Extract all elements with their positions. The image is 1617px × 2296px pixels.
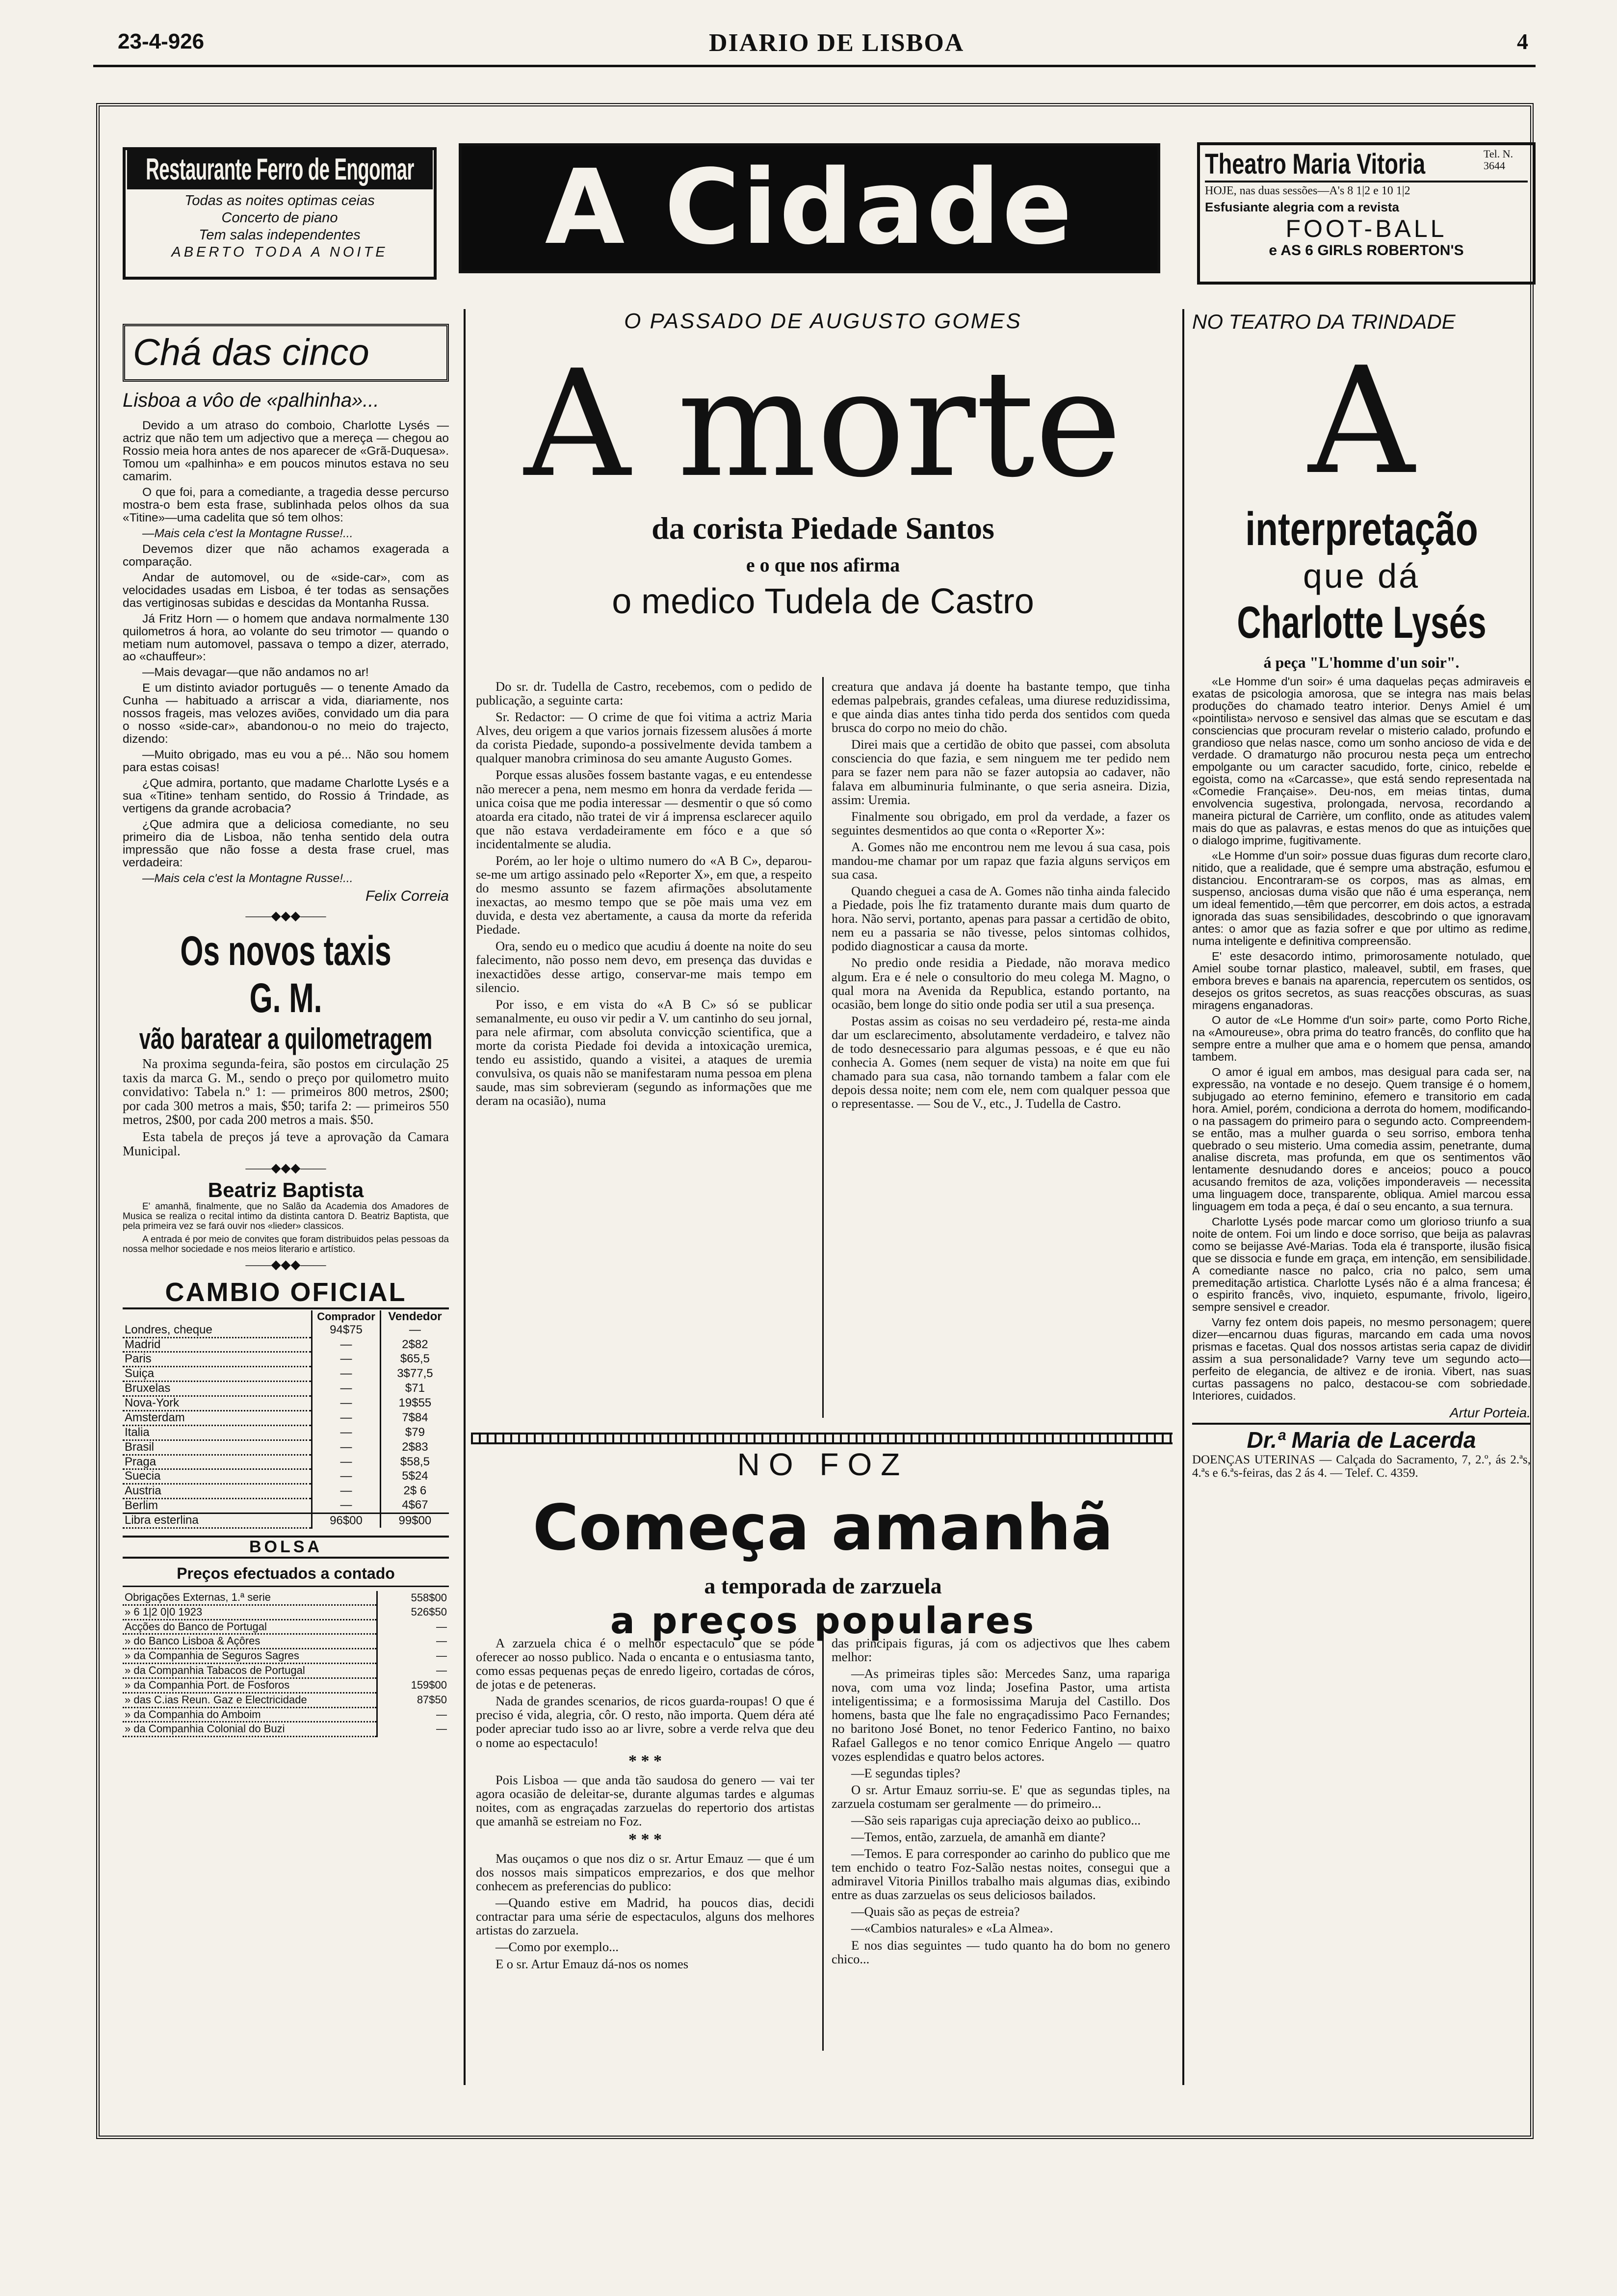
cambio-row <box>123 1499 449 1513</box>
cambio-currency: Praga <box>123 1455 312 1469</box>
bolsa-table <box>123 1591 449 1737</box>
foz-paragraph: —Temos, então, zarzuela, de amanhã em diante? <box>851 1829 1106 1845</box>
cambio-comprador: — <box>312 1337 381 1352</box>
cambio-currency: Suecia <box>123 1469 312 1484</box>
cambio-currency: Libra esterlina <box>123 1513 312 1528</box>
foz-paragraph: —E segundas tiples? <box>851 1765 961 1780</box>
ad-restaurante-line: Tem salas independentes <box>199 227 361 243</box>
cha-paragraph: O que foi, para a comediante, a tragedia desse percurso mostra-o bem esta frase, sublinhada pelos olhos da sua «Titine»—uma cadelita que só tem olhos: <box>123 485 449 524</box>
trindade-subtitle: á peça "L'homme d'un soir". <box>1263 653 1460 671</box>
foz-paragraph: —Como por exemplo... <box>496 1939 619 1955</box>
bolsa-row <box>123 1722 449 1737</box>
cambio-vendedor: 19$55 <box>380 1396 449 1411</box>
morte-paragraph: No predio onde residia a Piedade, não morava medico algum. Era e é nele o consultorio do meu colega M. Magno, o qual mora na Avenida da Republica, estando portanto, na ocasião, bem longe do sitio onde podia ser util a sua presença. <box>832 955 1170 1012</box>
morte-subtitle: o medico Tudela de Castro <box>612 582 1034 621</box>
morte-article <box>476 309 1170 622</box>
bolsa-row <box>123 1619 449 1634</box>
cha-paragraph: ¿Que admira que a deliciosa comediante, no seu primeiro dia de Lisboa, não tenha sentido dela outra impressão que não fosse a desta frase cruel, mas verdadeira: <box>123 818 449 869</box>
beatriz-title: Beatriz Baptista <box>208 1178 364 1202</box>
bolsa-security: Obrigações Externas, 1.ª serie <box>123 1591 377 1605</box>
cambio-title: CAMBIO OFICIAL <box>123 1277 449 1309</box>
cambio-vendedor: 4$67 <box>380 1499 449 1513</box>
bolsa-price: — <box>377 1707 449 1722</box>
bolsa-row <box>123 1591 449 1605</box>
cambio-row <box>123 1410 449 1425</box>
cha-paragraph: —Muito obrigado, mas eu vou a pé... Não sou homem para estas coisas! <box>123 748 449 775</box>
cambio-col-comprador: Comprador <box>312 1310 381 1324</box>
cambio-row <box>123 1455 449 1469</box>
cambio-comprador: — <box>312 1440 381 1455</box>
cha-author: Felix Correia <box>365 887 449 904</box>
foz-title: Começa amanhã <box>532 1491 1114 1565</box>
cha-paragraph: —Mais devagar—que não andamos no ar! <box>142 666 369 679</box>
cha-title-box <box>123 324 449 382</box>
cambio-comprador: — <box>312 1425 381 1440</box>
foz-paragraph: Mas ouçamos o que nos diz o sr. Artur Emauz — que é um dos nossos mais simpaticos emprezarios, e dos que melhor conhecem as preferencias do publico: <box>476 1851 814 1894</box>
bolsa-price: 558$00 <box>377 1591 449 1605</box>
foz-article <box>476 1447 1170 1643</box>
trindade-author: Artur Porteia. <box>1450 1405 1531 1420</box>
ad-restaurante <box>123 147 437 280</box>
trindade-title: interpretação <box>1245 503 1478 555</box>
newspaper-title: DIARIO DE LISBOA <box>709 29 965 57</box>
ad-theatro-sub: e AS 6 GIRLS ROBERTON'S <box>1269 242 1464 259</box>
trindade-title: Charlotte Lysés <box>1236 598 1487 648</box>
cambio-row <box>123 1367 449 1382</box>
morte-paragraph: Finalmente sou obrigado, em prol da verdade, a fazer os seguintes desmentidos ao que conta o «Reporter X»: <box>832 809 1170 837</box>
bolsa-row <box>123 1649 449 1664</box>
taxis-paragraph: Na proxima segunda-feira, são postos em circulação 25 taxis da marca G. M., sendo o preço por quilometro muito convidativo: Tabela n.º 1: — primeiros 800 metros, 2$00; por cada 300 metros a mais, $50; tarifa 2: — primeiros 550 metros, 2$00, por cada 200 metros a mais. $50. <box>123 1056 449 1127</box>
trindade-paragraph: O amor é igual em ambos, mas desigual para cada ser, na expressão, na vontade e no desejo. Quem transige é o homem, subjugado ao eterno feminino, efemero e transitorio em cada hora. Amiel, porém, condiciona a derrota do homem, modificando-o na passagem do primeiro para o segundo acto. Compreendem-se então, mas a mulher guarda o seu sorriso, embora tenha quebrado o seu misterio. Uma comedia assim, penetrante, duma analise discreta, mas profunda, em que os sentimentos vão lentamente desnudando dores e anceios; pouco a pouco acusando fremitos de aza, volições imponderaveis — necessita uma linguagem doce, transparente, obliqua. Amiel marcou essa linguagem em toda a peça, é daí o seu encanto, a sua ternura. <box>1192 1066 1531 1213</box>
column-rule <box>822 677 824 1418</box>
foz-paragraph: Nada de grandes scenarios, de ricos guarda-roupas! O que é preciso é vida, alegria, côr. O resto, não importa. Quem déra até poder apreciar tudo isso ao ar livre, sobre a verde relva que deu o nome ao espectaculo! <box>476 1694 814 1750</box>
ad-theatro-tel: Tel. N. 3644 <box>1484 148 1513 172</box>
bolsa-subtitle: Preços efectuados a contado <box>123 1565 449 1587</box>
cambio-comprador: — <box>312 1382 381 1396</box>
cambio-currency: Suiça <box>123 1367 312 1382</box>
foz-paragraph: Pois Lisboa — que anda tão saudosa do genero — vai ter agora ocasião de deleitar-se, durante algumas tardes e algumas noites, com as engraçadas zarzuelas do repertorio dos artistas que amanhã se estreiam no Foz. <box>476 1772 814 1828</box>
cambio-row <box>123 1484 449 1499</box>
trindade-paragraph: O autor de «Le Homme d'un soir» parte, como Porto Riche, na «Amoureuse», obra prima do teatro francês, do conflito que ha sempre entre a mulher que ama e o homem que pensa, amando tambem. <box>1192 1014 1531 1064</box>
taxis-paragraph: Esta tabela de preços já teve a aprovação da Camara Municipal. <box>123 1129 449 1158</box>
foz-paragraph: —As primeiras tiples são: Mercedes Sanz, uma rapariga nova, com uma voz linda; Josefina Pastor, uma artista inteligentissima; e a formosissima Maruja del Castillo. Dos homens, basta que lhe fale no engraçadissimo Paco Fernandes; no baritono José Bonet, no tenor Federico Fantino, no baixo Rafael Gallegos e no tenor comico Enrique Angelo — quatro vozes esplendidas e quatro belos actores. <box>832 1666 1170 1764</box>
cambio-comprador: — <box>312 1352 381 1367</box>
foz-paragraph: * * * <box>628 1830 662 1849</box>
morte-paragraph: Direi mais que a certidão de obito que passei, com absoluta consciencia do que fazia, e sem ninguem me ter pedido nem para se fazer nem para não se fazer autopsia ao cadaver, não falava em albuminuria fulminante, o que seria asneira. Dizia, assim: Uremia. <box>832 737 1170 807</box>
ad-theatro-line2: Esfusiante alegria com a revista <box>1205 200 1399 214</box>
bolsa-price: 87$50 <box>377 1693 449 1707</box>
cha-paragraph: E um distinto aviador português — o tenente Amado da Cunha — habituado a arriscar a vida, diariamente, nos nossos frageis, mas velozes aviões, convidado um dia para o nosso «side-car», abandonou-o no meio do trajecto, dizendo: <box>123 681 449 746</box>
foz-column-1 <box>476 1636 814 1974</box>
cha-paragraph: Devemos dizer que não achamos exagerada a comparação. <box>123 542 449 569</box>
cambio-vendedor: 2$ 6 <box>380 1484 449 1499</box>
cambio-comprador: — <box>312 1396 381 1411</box>
cambio-vendedor: 2$83 <box>380 1440 449 1455</box>
cambio-vendedor: 3$77,5 <box>380 1367 449 1382</box>
foz-paragraph: —Temos. E para corresponder ao carinho do publico que me tem enchido o teatro Foz-Salão nestas noites, consegui que a admiravel Vitoria Pinillos trabalho mais algumas dias, exibindo entre as duas zarzuelas os seus deliciosos bailados. <box>832 1846 1170 1903</box>
foz-paragraph: —Quais são as peças de estreia? <box>851 1904 1020 1919</box>
cambio-currency: Italia <box>123 1425 312 1440</box>
cambio-currency: Brasil <box>123 1440 312 1455</box>
bolsa-row <box>123 1707 449 1722</box>
bolsa-row <box>123 1634 449 1649</box>
trindade-big-letter: A <box>1308 336 1415 507</box>
bolsa-security: » do Banco Lisboa & Açôres <box>123 1634 377 1649</box>
foz-paragraph: E o sr. Artur Emauz dá-nos os nomes <box>496 1956 689 1971</box>
morte-paragraph: Ora, sendo eu o medico que acudiu á doente na noite do seu falecimento, não posso nem devo, em presença das duvidas e inexactidões desse artigo, conservar-me mais tempo em silencio. <box>476 939 812 995</box>
morte-column-2 <box>832 679 1170 1113</box>
trindade-article <box>1192 310 1531 1480</box>
cambio-comprador: 94$75 <box>312 1324 381 1337</box>
foz-paragraph: das principais figuras, já com os adjectivos que lhes cabem melhor: <box>832 1636 1170 1665</box>
cambio-row <box>123 1337 449 1352</box>
cambio-comprador: — <box>312 1484 381 1499</box>
bolsa-price: — <box>377 1649 449 1664</box>
cambio-vendedor: 2$82 <box>380 1337 449 1352</box>
taxis-title: Os novos taxis G. M. <box>180 927 391 1021</box>
cambio-comprador: — <box>312 1410 381 1425</box>
morte-subtitle: e o que nos afirma <box>746 554 900 576</box>
morte-column-1 <box>476 679 812 1110</box>
cambio-currency: Nova-York <box>123 1396 312 1411</box>
masthead-rule <box>93 65 1536 67</box>
cambio-currency: Bruxelas <box>123 1382 312 1396</box>
bolsa-security: Acções do Banco de Portugal <box>123 1619 377 1634</box>
foz-paragraph: —Quando estive em Madrid, ha poucos dias, decidi contractar para uma série de espectaculos, alguns dos melhores artistas do zarzuela. <box>476 1895 814 1938</box>
ad-theatro <box>1197 142 1536 285</box>
cambio-currency: Paris <box>123 1352 312 1367</box>
trindade-paragraph: E' este desacordo intimo, primorosamente notulado, que Amiel soube tornar plastico, maleavel, subtil, em frases, que embora breves e banais na aparencia, repercutem os sentidos, os desejos os gritos secretos, as suas reacções obscuras, as suas miragens enganadoras. <box>1192 949 1531 1012</box>
morte-paragraph: Do sr. dr. Tudella de Castro, recebemos, com o pedido de publicação, a seguinte carta: <box>476 679 812 708</box>
cambio-vendedor: — <box>380 1324 449 1337</box>
ad-lacerda <box>1192 1423 1531 1480</box>
cha-subtitle: Lisboa a vôo de «palhinha»... <box>123 390 379 411</box>
foz-paragraph: * * * <box>628 1751 662 1770</box>
trindade-paragraph: Charlotte Lysés pode marcar como um glorioso triunfo a sua noite de ontem. Foi um lindo e doce sorriso, que beija as palavras como se beijasse Avé-Marias. Toda ela é transporte, ilusão fisica que se dissocia e funde em graça, em intenção, em sensibilidade. A comediante nasce no palco, cria no palco, sem uma premeditação artistica. Charlotte Lysés não é a alma francesa; é o espirito francês, vivo, inquieto, espumante, frivolo, ligeiro, sempre sensivel e creador. <box>1192 1215 1531 1314</box>
trindade-kicker: NO TEATRO DA TRINDADE <box>1192 310 1456 333</box>
cambio-currency: Londres, cheque <box>123 1324 312 1337</box>
morte-paragraph: Porque essas alusões fossem bastante vagas, e eu entendesse não merecer a pena, nem mesmo em honra da verdade ferida — unica coisa que me podia interessar — desmentir o que só como atoarda era citado, não tratei de vir á imprensa esclarecer aquilo que não estava verdadeiramente em fóco e a que só incidentalmente se aludia. <box>476 767 812 851</box>
foz-paragraph: E nos dias seguintes — tudo quanto ha do bom no genero chico... <box>832 1937 1170 1966</box>
ad-cidade <box>459 143 1160 273</box>
bolsa-security: » da Companhia Colonial do Buzi <box>123 1722 377 1737</box>
bolsa-row <box>123 1693 449 1707</box>
bolsa-security: » 6 1|2 0|0 1923 <box>123 1605 377 1619</box>
bolsa-title: BOLSA <box>123 1536 449 1559</box>
ad-restaurante-line: Concerto de piano <box>221 210 338 226</box>
ad-theatro-show: FOOT-BALL <box>1285 215 1447 242</box>
cambio-row <box>123 1513 449 1528</box>
ad-lacerda-name: Dr.ª Maria de Lacerda <box>1247 1427 1476 1453</box>
taxis-subtitle: vão baratear a quilometragem <box>139 1022 433 1055</box>
bolsa-row <box>123 1664 449 1678</box>
morte-paragraph: creatura que andava já doente ha bastante tempo, que tinha edemas palpebrais, grandes cefaleas, uma diurese reduzidissima, e que ainda dias antes tinha tido perda dos sentidos com queda brusca do corpo no meio do chão. <box>832 679 1170 735</box>
cambio-vendedor: $58,5 <box>380 1455 449 1469</box>
cambio-comprador: — <box>312 1367 381 1382</box>
cambio-table <box>123 1310 449 1529</box>
bolsa-price: — <box>377 1722 449 1737</box>
bolsa-security: » da Companhia Port. de Fosforos <box>123 1678 377 1693</box>
page-date: 23-4-926 <box>118 29 205 53</box>
cha-paragraph: —Mais cela c'est la Montagne Russe!... <box>142 526 353 540</box>
cha-title: Chá das cinco <box>133 332 369 373</box>
bolsa-security: » da Companhia do Amboim <box>123 1707 377 1722</box>
cambio-currency: Madrid <box>123 1337 312 1352</box>
cambio-row <box>123 1425 449 1440</box>
ad-restaurante-line: Todas as noites optimas ceias <box>184 193 375 209</box>
bolsa-row <box>123 1605 449 1619</box>
morte-paragraph: Quando cheguei a casa de A. Gomes não tinha ainda falecido a Piedade, pois lhe fiz tratamento durante mais dum quarto de hora. Não servi, portanto, apenas para passar a certidão de obito, nem eu a passaria se não tivesse, pelos sintomas colhidos, podido diagnosticar a causa da morte. <box>832 884 1170 954</box>
page-number: 4 <box>1517 29 1528 54</box>
ornament-divider: ——◆◆◆—— <box>245 1257 326 1272</box>
ad-lacerda-text: DOENÇAS UTERINAS — Calçada do Sacramento, 7, 2.º, ás 2.ªs, 4.ªs e 6.ªs-feiras, das 2 ás 4. — Telef. C. 4359. <box>1192 1453 1531 1480</box>
cambio-currency: Amsterdam <box>123 1410 312 1425</box>
bolsa-price: — <box>377 1634 449 1649</box>
morte-paragraph: A. Gomes não me encontrou nem me levou á sua casa, pois mandou-me chamar por um rapaz que fazia alguns serviços em sua casa. <box>832 839 1170 882</box>
cambio-vendedor: 99$00 <box>380 1513 449 1528</box>
section-separator <box>471 1433 1173 1444</box>
column-rule <box>464 309 466 2085</box>
morte-paragraph: Porém, ao ler hoje o ultimo numero do «A B C», deparou-se-me um artigo assinado pelo «Reporter X», em que, a respeito do mesmo assunto se fazem afirmações absolutamente inexactas, ao mesmo tempo que se põe mais uma vez em duvida, e desta vez abertamente, a causa da morte da referida Piedade. <box>476 853 812 937</box>
bolsa-price: — <box>377 1664 449 1678</box>
cambio-comprador: — <box>312 1499 381 1513</box>
trindade-paragraph: «Le Homme d'un soir» é uma daquelas peças admiraveis e exatas de psicologia amorosa, que se integra nas mais belas produções do chamado teatro interior. Denys Amiel é um «pointilista» nervoso e sensivel das almas que se escutam e das consciencias que procuram revelar o misterio calado, profundo e grandioso que nelas nasce, como um sonho ancioso de vida e de verdade. O dramaturgo não procurou nesta peça um entrecho empolgante ou um caracter sacudido, forte, cinico, rebelde e egoista, como na «Carcasse», que está sendo representada na «Comedie Française». Deu-nos, em meias tintas, duma envolvencia sugestiva, prolongada, nervosa, recordando a maneira pictural de Carrière, um conflito, onde as atitudes valem mais do que as palavras, e estas menos do que as intuições que o dialogo imprime, fugitivamente. <box>1192 675 1531 847</box>
morte-paragraph: Por isso, e em vista do «A B C» só se publicar semanalmente, eu ouso vir pedir a V. um cantinho do seu jornal, para nele afirmar, com absoluta convicção scientifica, que a morte da corista Piedade foi devida a intoxicação uremica, tendo eu assistido, quando a visitei, a ataques de uremia convulsiva, os quais não se manifestaram numa pessoa em plena saude, mas sim sobrevieram (segundo as informações que me deram na ocasião), numa <box>476 996 812 1108</box>
cambio-currency: Berlim <box>123 1499 312 1513</box>
cambio-vendedor: 5$24 <box>380 1469 449 1484</box>
ad-restaurante-name: Restaurante Ferro de Engomar <box>127 150 433 189</box>
bolsa-price: 526$50 <box>377 1605 449 1619</box>
bolsa-price: 159$00 <box>377 1678 449 1693</box>
trindade-title: que dá <box>1303 557 1420 595</box>
foz-subtitle: a temporada de zarzuela <box>704 1573 942 1598</box>
foz-column-2 <box>832 1636 1170 1969</box>
cambio-row <box>123 1382 449 1396</box>
bolsa-security: » das C.ias Reun. Gaz e Electricidade <box>123 1693 377 1707</box>
trindade-paragraph: Varny fez ontem dois papeis, no mesmo personagem; quere dizer—encarnou duas figuras, marcando em cada uma novos prismas e facetas. Qual dos nossos artistas seria capaz de dividir assim a sua personalidade? Varny teve um segundo acto—perfeito de elegancia, de altivez e de ironia. Vibert, nas suas curtas passagens no palco, destacou-se com sobriedade. Interiores, cuidados. <box>1192 1316 1531 1402</box>
foz-paragraph: —«Cambios naturales» e «La Almea». <box>851 1921 1053 1936</box>
cambio-vendedor: 7$84 <box>380 1410 449 1425</box>
morte-title: A morte <box>524 339 1122 510</box>
cambio-row <box>123 1324 449 1337</box>
cha-paragraph: Devido a um atraso do comboio, Charlotte Lysés — actriz que não tem um adjectivo que a mereça — chegou ao Rossio meia hora antes de nos aparecer de «Grã-Duquesa». Tomou um «palhinha» e em poucos minutos estava no seu camarim. <box>123 419 449 483</box>
morte-paragraph: Sr. Redactor: — O crime de que foi vitima a actriz Maria Alves, deu origem a que varios jornais fizessem alusões á morte da corista Piedade, supondo-a possivelmente devida tambem a qualquer manobra criminosa do seu amante Augusto Gomes. <box>476 709 812 766</box>
column-rule <box>1182 309 1184 2085</box>
bolsa-row <box>123 1678 449 1693</box>
bolsa-security: » da Companhia de Seguros Sagres <box>123 1649 377 1664</box>
foz-paragraph: A zarzuela chica é o melhor espectaculo que se póde oferecer ao nosso publico. Nada o encanta e o entusiasma tanto, como essas pequenas peças de enredo ligeiro, cortadas de córos, de jotas e de peteneras. <box>476 1636 814 1692</box>
cha-paragraph: ¿Que admira, portanto, que madame Charlotte Lysés e a sua «Titine» tenham sentido, do Rossio á Trindade, as vertigens da grande acrobacia? <box>123 777 449 816</box>
foz-subtitle: a preços populares <box>610 1600 1036 1642</box>
cambio-vendedor: $71 <box>380 1382 449 1396</box>
bolsa-price: — <box>377 1619 449 1634</box>
cambio-row <box>123 1396 449 1411</box>
cambio-vendedor: $79 <box>380 1425 449 1440</box>
cha-paragraph: —Mais cela c'est la Montagne Russe!... <box>142 871 353 885</box>
beatriz-paragraph: E' amanhã, finalmente, que no Salão da Academia dos Amadores de Musica se realiza o recital intimo da distinta cantora D. Beatriz Baptista, que pela primeira vez se fará ouvir nos «lieder» classicos. <box>123 1201 449 1232</box>
beatriz-paragraph: A entrada é por meio de convites que foram distribuidos pelas pessoas da nossa melhor sociedade e nos meios literario e artístico. <box>123 1234 449 1254</box>
morte-paragraph: Postas assim as coisas no seu verdadeiro pé, resta-me ainda dar um esclarecimento, absolutamente verdadeiro, e talvez não de todo desnecessario para algumas pessoas, e é que eu não conhecia A. Gomes (nem sequer de vista) na noite em que fui chamado para sua casa, não tornando tambem a falar com ele depois dessa noite; nem com ele, nem com qualquer pessoa que o representasse. — Sou de V., etc., J. Tudella de Castro. <box>832 1013 1170 1111</box>
morte-subtitle: da corista Piedade Santos <box>652 511 994 546</box>
cha-paragraph: Já Fritz Horn — o homem que andava normalmente 130 quilometros á hora, ao volante do seu trimotor — quando o metiam num automovel, passava o tempo a dizer, aterrado, ao «chauffeur»: <box>123 612 449 664</box>
ornament-divider: ——◆◆◆—— <box>245 908 326 923</box>
cha-paragraph: Andar de automovel, ou de «side-car», com as velocidades usadas em Lisboa, é ter todas as sensações das vertiginosas subidas e descidas da Montanha Russa. <box>123 571 449 610</box>
cambio-currency: Austria <box>123 1484 312 1499</box>
foz-paragraph: —São seis raparigas cuja apreciação deixo ao publico... <box>851 1812 1141 1827</box>
foz-kicker: NO FOZ <box>737 1447 909 1482</box>
cambio-row <box>123 1469 449 1484</box>
cambio-row <box>123 1440 449 1455</box>
column-rule <box>822 1634 824 2051</box>
cambio-col-vendedor: Vendedor <box>380 1310 449 1324</box>
cambio-comprador: 96$00 <box>312 1513 381 1528</box>
cha-article <box>123 319 449 1737</box>
ad-theatro-line1: HOJE, nas duas sessões—A's 8 1|2 e 10 1|2 <box>1205 184 1410 197</box>
ad-theatro-name: Theatro Maria Vitoria <box>1205 148 1426 180</box>
foz-paragraph: O sr. Artur Emauz sorriu-se. E' que as segundas tiples, na zarzuela costumam ser geralmente — do primeiro... <box>832 1782 1170 1811</box>
cambio-vendedor: $65,5 <box>380 1352 449 1367</box>
cambio-comprador: — <box>312 1455 381 1469</box>
bolsa-security: » da Companhia Tabacos de Portugal <box>123 1664 377 1678</box>
cambio-row <box>123 1352 449 1367</box>
cambio-comprador: — <box>312 1469 381 1484</box>
trindade-paragraph: «Le Homme d'un soir» possue duas figuras dum recorte claro, nitido, que a realidade, que é sempre uma abstração, esfumou e distanciou. Encontraram-se os corpos, mas as almas, em suspenso, anciosas duma visão que não é uma esperança, nem um ideal fementido,—têm que percorrer, em dois actos, a estrada ignorada das suas sensibilidades, descobrindo o que ignoravam antes: o amor que as fazia sofrer e que por ultimo as redime, numa inteligente e definitiva compreensão. <box>1192 849 1531 948</box>
ad-restaurante-line: ABERTO TODA A NOITE <box>171 244 388 260</box>
ornament-divider: ——◆◆◆—— <box>245 1161 326 1175</box>
ad-cidade-title: A Cidade <box>545 147 1074 267</box>
morte-kicker: O PASSADO DE AUGUSTO GOMES <box>624 309 1022 333</box>
